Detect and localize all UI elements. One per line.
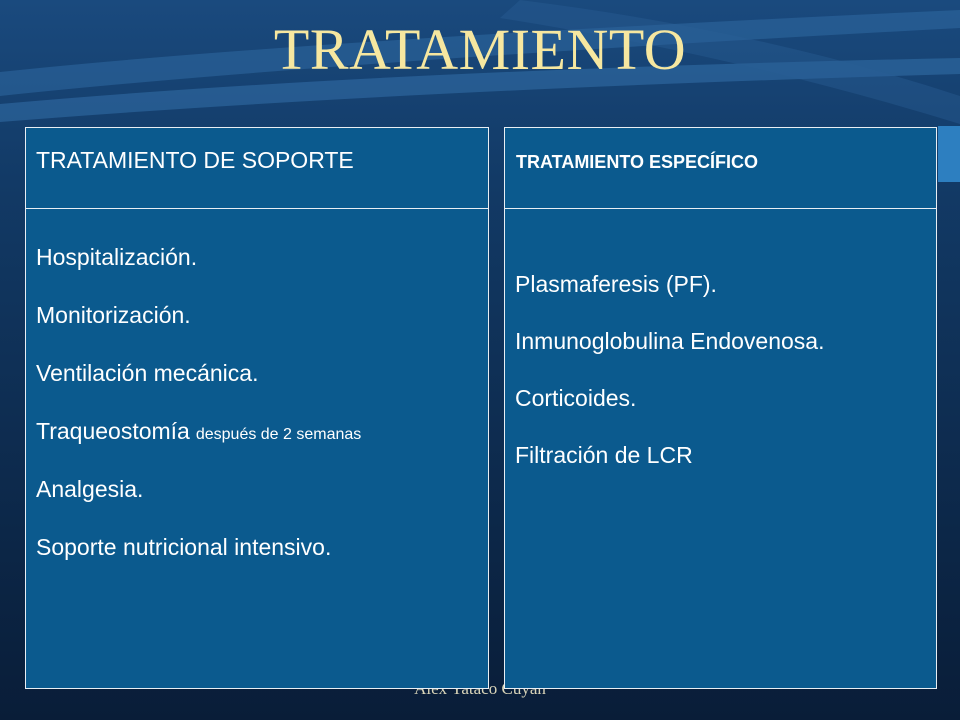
list-item bbox=[36, 519, 361, 577]
list-item-text: Filtración de LCR bbox=[515, 442, 693, 468]
list-item bbox=[515, 256, 824, 313]
list-item bbox=[515, 427, 824, 484]
specific-treatment-list bbox=[515, 256, 824, 484]
supportive-treatment-panel bbox=[25, 127, 489, 689]
list-item-note: después de 2 semanas bbox=[195, 426, 362, 443]
list-item-text: Analgesia. bbox=[36, 476, 144, 502]
list-item bbox=[36, 287, 361, 345]
list-item-text: Traqueostomía bbox=[36, 418, 190, 444]
list-item bbox=[36, 345, 361, 403]
slide-title: TRATAMIENTO bbox=[273, 17, 687, 82]
list-item bbox=[36, 229, 361, 287]
specific-treatment-panel bbox=[504, 127, 937, 689]
panel-heading: TRATAMIENTO ESPECÍFICO bbox=[516, 152, 759, 172]
list-item-text: Plasmaferesis (PF). bbox=[515, 271, 717, 297]
list-item-text: Corticoides. bbox=[515, 385, 637, 411]
list-item-text: Monitorización. bbox=[36, 302, 191, 328]
list-item-text: Soporte nutricional intensivo. bbox=[36, 534, 332, 560]
list-item-text: Ventilación mecánica. bbox=[36, 360, 259, 386]
list-item-text: Inmunoglobulina Endovenosa. bbox=[515, 328, 825, 354]
list-item-text: Hospitalización. bbox=[36, 244, 198, 270]
list-item bbox=[515, 370, 824, 427]
list-item bbox=[36, 403, 361, 461]
panel-heading: TRATAMIENTO DE SOPORTE bbox=[36, 147, 354, 173]
list-item bbox=[36, 461, 361, 519]
list-item bbox=[515, 313, 824, 370]
supportive-treatment-list bbox=[36, 229, 361, 577]
panel-header bbox=[26, 128, 488, 209]
panel-header bbox=[505, 128, 936, 209]
